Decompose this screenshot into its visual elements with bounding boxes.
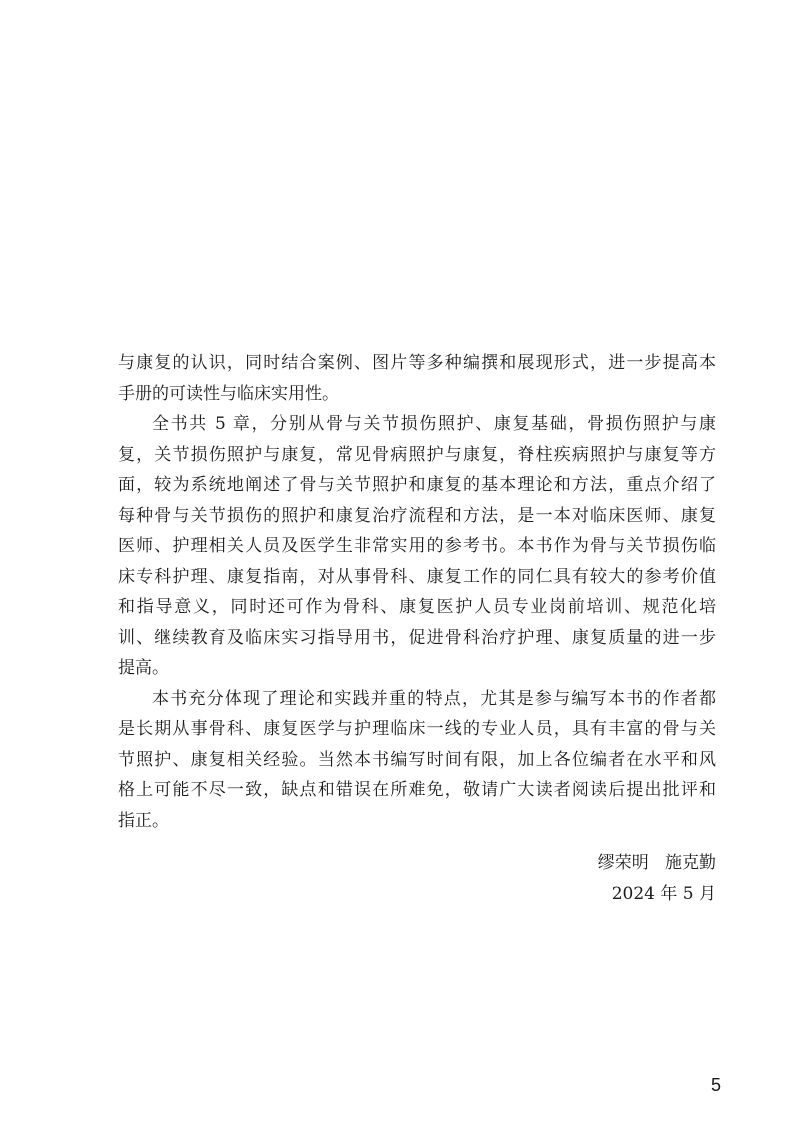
text-line: 指正。 <box>118 810 169 831</box>
text-line: 是长期从事骨科、康复医学与护理临床一线的专业人员，具有丰富的骨与关 <box>118 719 716 739</box>
text-line: 节照护、康复相关经验。当然本书编写时间有限，加上各位编者在水平和风 <box>118 749 716 770</box>
signature-block <box>420 848 716 910</box>
paragraph-1 <box>118 348 716 409</box>
text-line: 全书共 5 章，分别从骨与关节损伤照护、康复基础，骨损伤照护与康 <box>152 414 716 434</box>
author-names: 缪荣明 施克勤 <box>597 853 716 873</box>
text-line: 手册的可读性与临床实用性。 <box>118 383 339 404</box>
text-line: 复，关节损伤照护与康复，常见骨病照护与康复，脊柱疾病照护与康复等方 <box>118 444 716 465</box>
text-line: 本书充分体现了理论和实践并重的特点，尤其是参与编写本书的作者都 <box>152 688 716 709</box>
text-line: 训、继续教育及临床实习指导用书，促进骨科治疗护理、康复质量的进一步 <box>118 627 716 648</box>
page-number: 5 <box>710 1075 721 1095</box>
text-line: 与康复的认识，同时结合案例、图片等多种编撰和展现形式，进一步提高本 <box>118 353 716 373</box>
text-line: 医师、护理相关人员及医学生非常实用的参考书。本书作为骨与关节损伤临 <box>118 536 716 556</box>
text-line: 和指导意义，同时还可作为骨科、康复医护人员专业岗前培训、规范化培 <box>118 597 716 617</box>
paragraph-2 <box>118 409 716 684</box>
text-line: 格上可能不尽一致，缺点和错误在所难免，敬请广大读者阅读后提出批评和 <box>118 780 716 800</box>
paragraph-3 <box>118 684 716 837</box>
body-text <box>118 348 716 836</box>
text-line: 面，较为系统地阐述了骨与关节照护和康复的基本理论和方法，重点介绍了 <box>118 475 716 495</box>
text-line: 床专科护理、康复指南，对从事骨科、康复工作的同仁具有较大的参考价值 <box>118 566 716 587</box>
signature-date: 2024 年 5 月 <box>611 884 716 904</box>
text-line: 每种骨与关节损伤的照护和康复治疗流程和方法，是一本对临床医师、康复 <box>118 505 716 526</box>
text-line: 提高。 <box>118 658 169 678</box>
